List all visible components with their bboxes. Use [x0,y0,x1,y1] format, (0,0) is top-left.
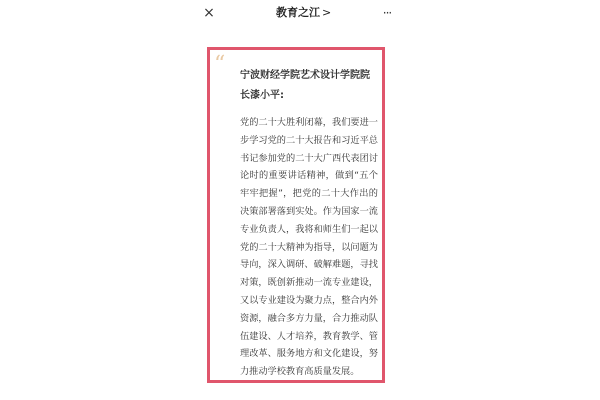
chevron-right-icon: > [322,6,332,19]
quote-card [207,47,385,383]
account-title: 教育之江 [276,6,320,19]
quote-body-text: 党的二十大胜利闭幕，我们要进一步学习党的二十大报告和习近平总书记参加党的二十大广西代表团讨论时的重要讲话精神，做到“五个牢牢把握”，把党的二十大作出的决策部署落到实处。作为国家一流专业负责人，我将和师生们一起以党的二十大精神为指导，以问题为导向，深入调研、破解难题，寻找对策，既创新推动一流专业建设，又以专业建设为聚力点，整合内外资源，融合多方力量，合力推动队伍建设、人才培养，教育教学、管理改革、服务地方和文化建设，努力推动学校教育高质量发展。 [240,117,378,378]
close-icon[interactable]: × [203,5,215,21]
account-title-button[interactable] [276,4,330,22]
more-options-icon[interactable]: ··· [382,6,392,20]
quotation-mark-icon: “ [214,52,226,77]
quote-heading: 宁波财经学院艺术设计学院院长漆小平: [240,70,370,101]
top-navigation-bar [0,0,600,28]
